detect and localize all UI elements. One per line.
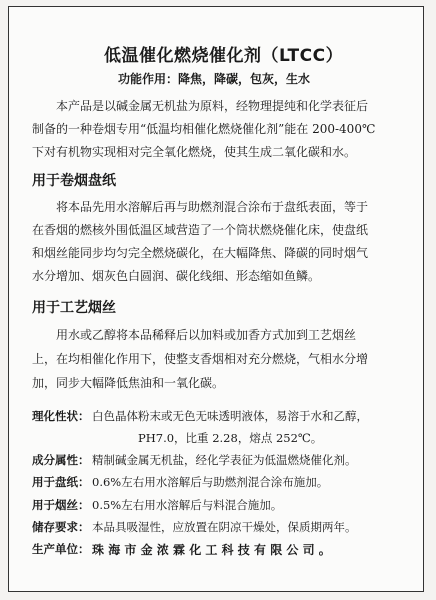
function-line: 功能作用：降焦，降碳，包灰，生水	[118, 72, 311, 86]
section1-line-2: 在香烟的燃核外围低温区域营造了一个筒状燃烧催化床，使盘纸	[32, 223, 369, 237]
section1-line-1: 将本品先用水溶解后再与助燃剂混合涂布于盘纸表面，等于	[56, 200, 369, 214]
spec-value-properties: 白色晶体粉末或无色无味透明液体，易溶于水和乙醇，	[92, 409, 368, 423]
spec-value-storage: 本品具吸湿性，应放置在阴凉干燥处，保质期两年。	[92, 520, 357, 534]
section2-line-2: 上，在均相催化作用下，使整支香烟相对充分燃烧，气相水分增	[32, 352, 369, 366]
section2-line-1: 用水或乙醇将本品稀释后以加料或加香方式加到工艺烟丝	[56, 328, 357, 342]
spec-value-manufacturer: 珠海市金浓霖化工科技有限公司。	[92, 543, 336, 557]
section1-line-3: 和烟丝能同步均匀完全燃烧碳化，在大幅降焦、降碳的同时烟气	[32, 246, 369, 260]
section-heading-paper: 用于卷烟盘纸	[32, 173, 116, 189]
spec-label-composition: 成分属性：	[32, 453, 90, 467]
document-title: 低温催化燃烧催化剂（LTCC）	[104, 46, 344, 66]
spec-value-properties-cont: PH7.0，比重 2.28，熔点 252℃。	[138, 431, 323, 445]
intro-line-1: 本产品是以碱金属无机盐为原料，经物理提纯和化学表征后	[56, 99, 369, 113]
section-heading-tobacco: 用于工艺烟丝	[32, 300, 116, 316]
section2-line-3: 加，同步大幅降低焦油和一氧化碳。	[32, 376, 225, 390]
intro-line-3: 下对有机物实现相对完全氧化燃烧，使其生成二氧化碳和水。	[32, 145, 357, 159]
spec-label-storage: 储存要求：	[32, 520, 90, 534]
spec-value-tobacco-usage: 0.5%左右用水溶解后与料混合施加。	[92, 498, 283, 512]
intro-line-2: 制备的一种卷烟专用“低温均相催化燃烧催化剂”能在 200-400℃	[32, 122, 376, 136]
spec-label-manufacturer: 生产单位：	[32, 542, 90, 556]
section1-line-4: 水分增加、烟灰色白圆润、碳化线细、形态缩如鱼鳞。	[32, 269, 321, 283]
spec-value-composition: 精制碱金属无机盐，经化学表征为低温燃烧催化剂。	[92, 453, 357, 467]
spec-label-tobacco-usage: 用于烟丝：	[32, 498, 90, 512]
spec-label-properties: 理化性状：	[32, 409, 90, 423]
spec-value-paper-usage: 0.6%左右用水溶解后与助燃剂混合涂布施加。	[92, 475, 329, 489]
spec-label-paper-usage: 用于盘纸：	[32, 475, 90, 489]
